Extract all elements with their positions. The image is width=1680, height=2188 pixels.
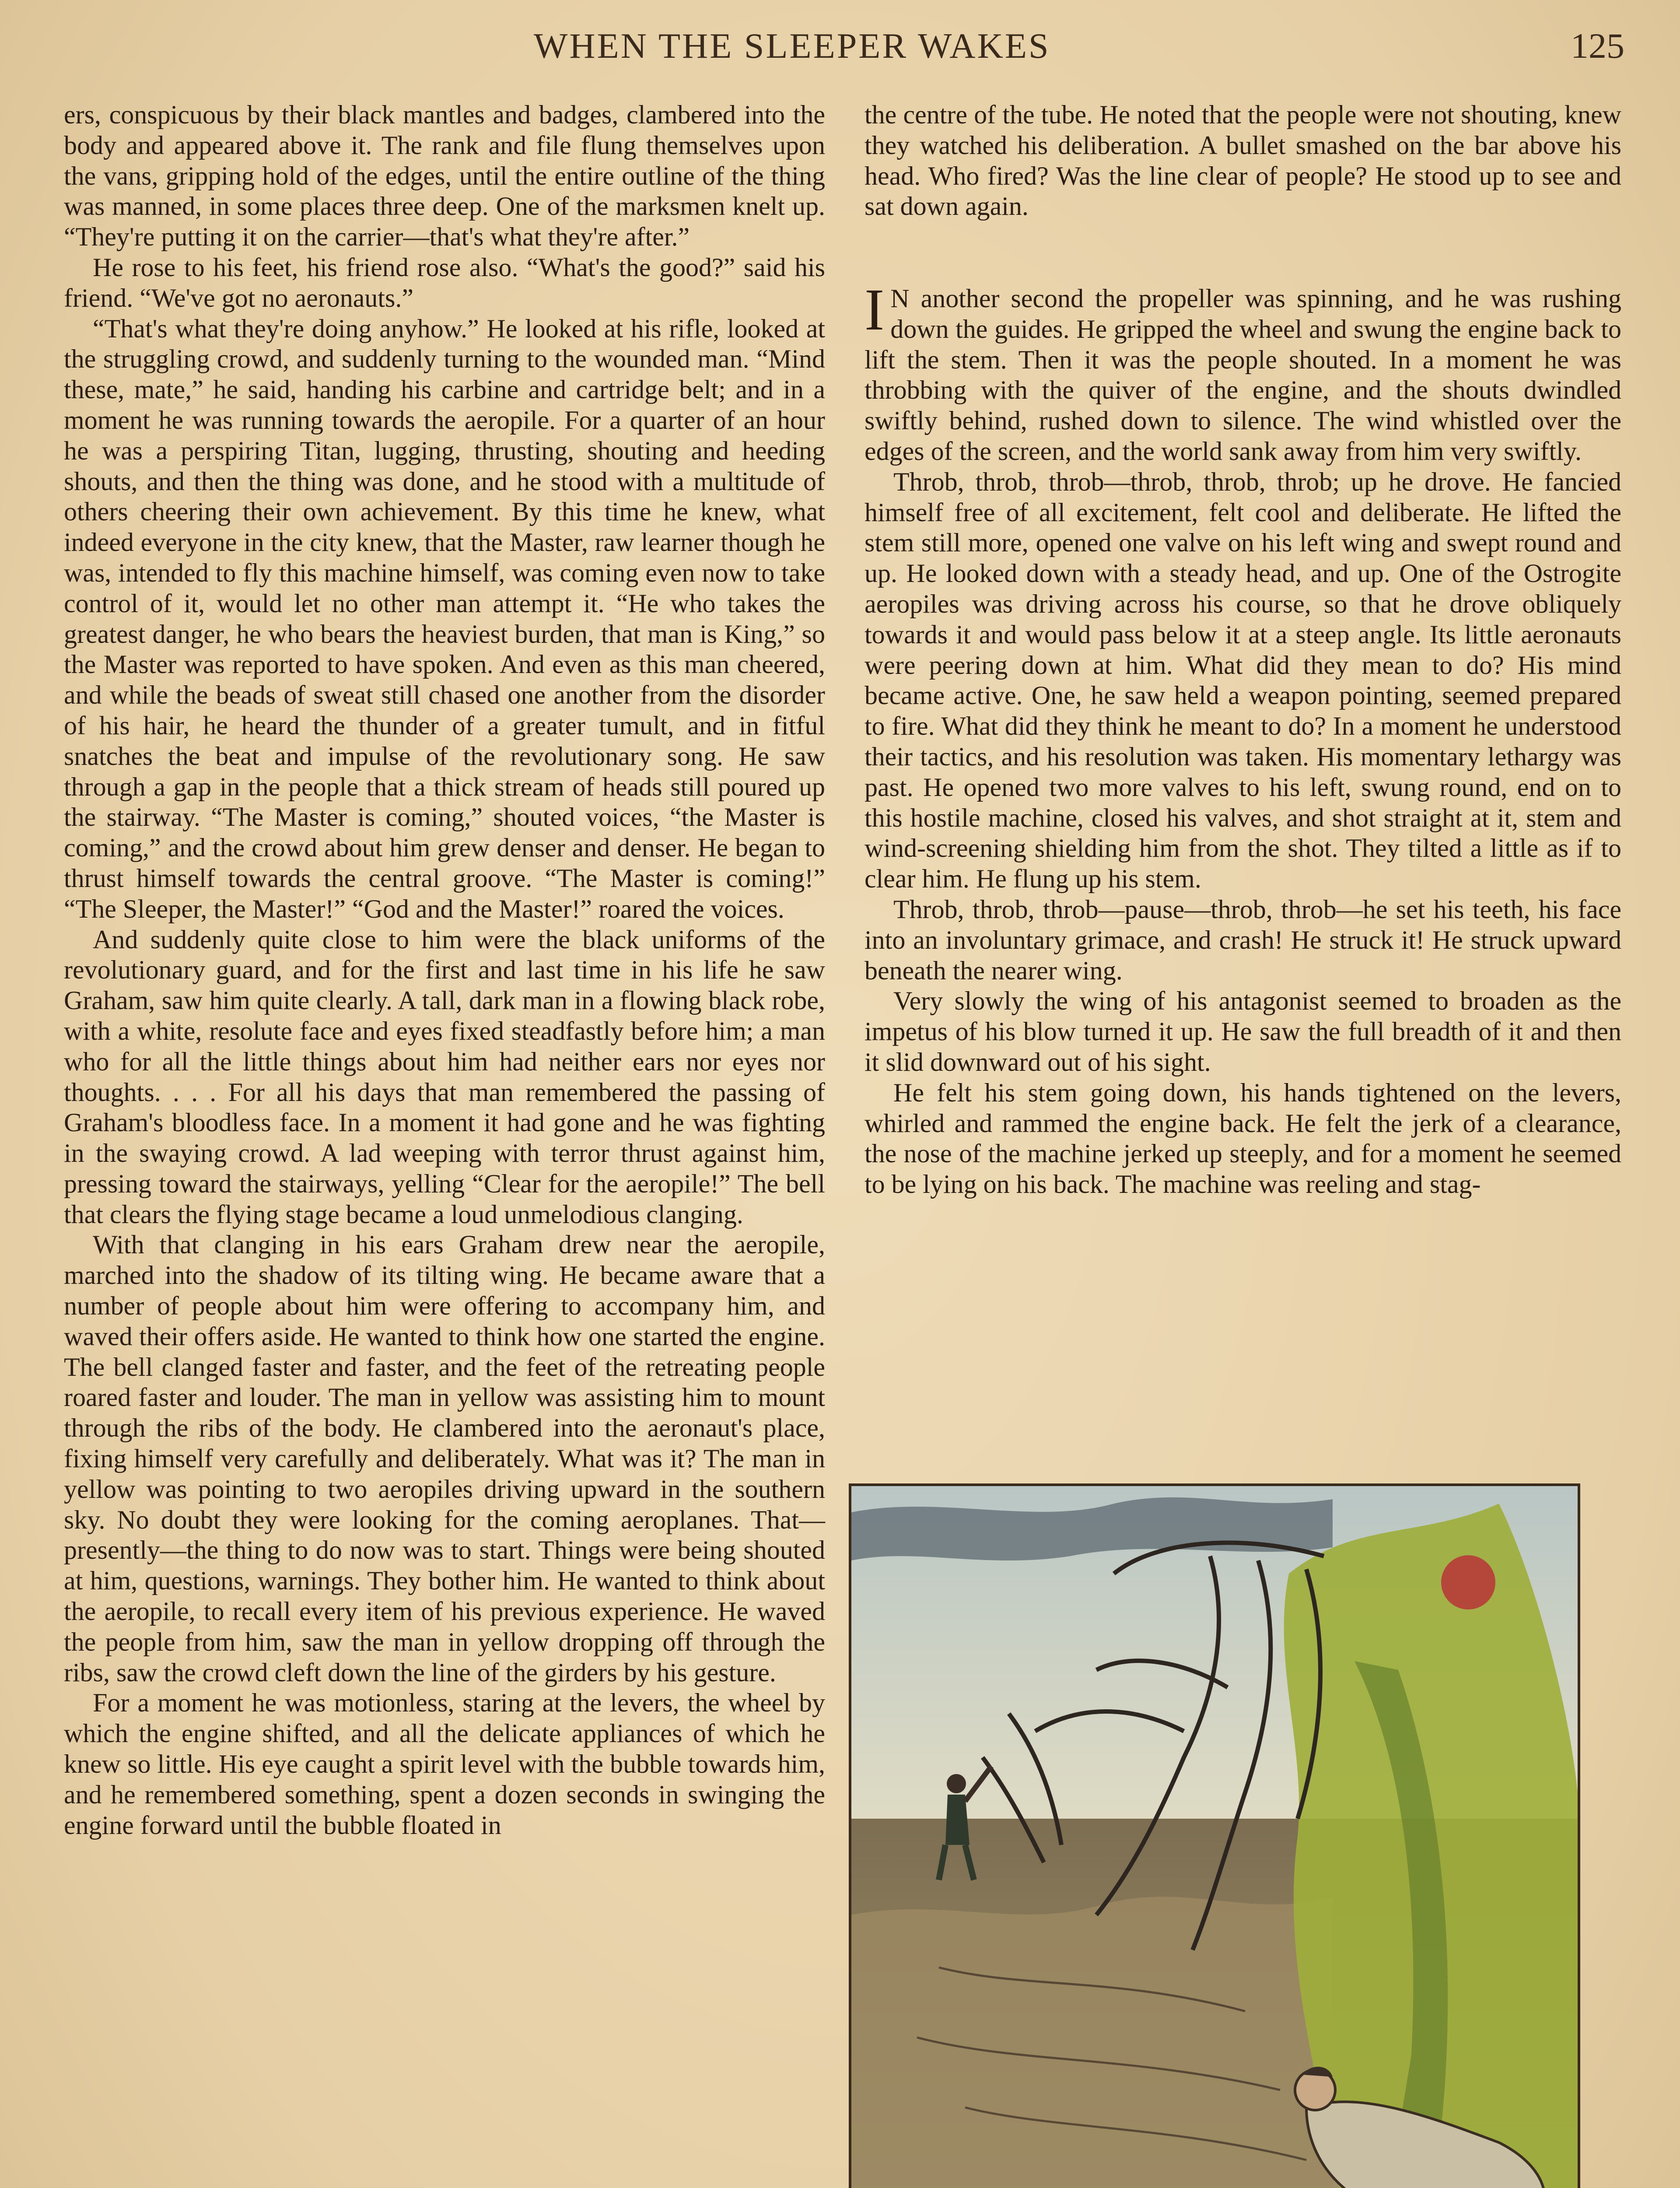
- rubble: [851, 1897, 1333, 2188]
- illustration-aeropile-crash: [849, 1483, 1580, 2188]
- paragraph: With that clanging in his ears Graham drew near the aeropile, marched into the shadow of its tilting wing. He became aware that a number of people about him were offering to accompany him, and waved their offers aside. He wanted to think how one started the engine. The bell clanged faster and faster, and the feet of the retreating people roared faster and louder. The man in yellow was assisting him to mount through the ribs of the body. He clambered into the aeronaut's place, fixing himself very carefully and deliberately. What was it? The man in yellow was pointing to two aeropiles driving upward in the southern sky. No doubt they were looking for the coming aeroplanes. That—presently—the thing to do now was to start. Things were being shouted at him, questions, warnings. They bother him. He wanted to think about the aeropile, to recall every item of his previous experience. He waved the people from him, saw the man in yellow dropping off through the ribs, saw the crowd cleft down the line of the girders by his gesture.: [64, 1230, 825, 1687]
- drop-cap: I: [864, 277, 885, 343]
- left-column: [64, 100, 825, 1841]
- right-column-intro: [864, 100, 1621, 222]
- running-title: WHEN THE SLEEPER WAKES: [534, 26, 1050, 66]
- paragraph: He rose to his feet, his friend rose also. “What's the good?” said his friend. “We've got no aeronauts.”: [64, 252, 825, 312]
- paragraph: Throb, throb, throb—pause—throb, throb—he set his teeth, his face into an involuntary grimace, and crash! He struck it! He struck upward beneath the nearer wing.: [864, 894, 1621, 985]
- section-opening: [864, 277, 1621, 467]
- paragraph: Throb, throb, throb—throb, throb, throb; up he drove. He fancied himself free of all excitement, felt cool and deliberate. He lifted the stem still more, opened one valve on his left wing and swept round and up. He looked down with a steady head, and up. One of the Ostrogite aeropiles was driving across his course, so that he drove obliquely towards it and would pass below it at a steep angle. Its little aeronauts were peering down at him. What did they mean to do? His mind became active. One, he saw held a weapon pointing, seemed prepared to fire. What did they think he meant to do? In a moment he understood their tactics, and his resolution was taken. His momentary lethargy was past. He opened two more valves to his left, swung round, end on to this hostile machine, closed his valves, and shot straight at it, stem and wind-screening shielding him from the shot. They tilted a little as if to clear him. He flung up his stem.: [864, 467, 1621, 894]
- paragraph: “That's what they're doing anyhow.” He looked at his rifle, looked at the struggling crowd, and suddenly turning to the wounded man. “Mind these, mate,” he said, handing his carbine and cartridge belt; and in a moment he was running towards the aeropile. For a quarter of an hour he was a perspiring Titan, lugging, thrusting, shouting and heeding shouts, and then the thing was done, and he stood with a multitude of others cheering their own achievement. By this time he knew, what indeed everyone in the city knew, that the Master, raw learner though he was, intended to fly this machine himself, was coming even now to take control of it, would let no other man attempt it. “He who takes the greatest danger, he who bears the heaviest burden, that man is King,” so the Master was reported to have spoken. And even as this man cheered, and while the beads of sweat still chased one another from the disorder of his hair, he heard the thunder of a greater tumult, and in fitful snatches the beat and impulse of the revolutionary song. He saw through a gap in the people that a thick stream of heads still poured up the stairway. “The Master is coming,” shouted voices, “the Master is coming,” and the crowd about him grew denser and denser. He began to thrust himself towards the central groove. “The Master is coming!” “The Sleeper, the Master!” “God and the Master!” roared the voices.: [64, 314, 825, 923]
- paragraph: He felt his stem going down, his hands tightened on the levers, whirled and rammed the engine back. He felt the jerk of a clearance, the nose of the machine jerked up steeply, and for a moment he seemed to be lying on his back. The machine was reeling and stag-: [864, 1078, 1621, 1199]
- illustration-art: [851, 1486, 1578, 2188]
- red-sun: [1441, 1555, 1495, 1609]
- paragraph: the centre of the tube. He noted that the people were not shouting, knew they watched his deliberation. A bullet smashed on the bar above his head. Who fired? Was the line clear of people? He stood up to see and sat down again.: [864, 100, 1621, 221]
- right-column-section: [864, 277, 1621, 1200]
- paragraph: ers, conspicuous by their black mantles and badges, clambered into the body and appeared above it. The rank and file flung themselves upon the vans, gripping hold of the edges, until the entire outline of the thing was manned, in some places three deep. One of the marksmen knelt up. “They're putting it on the carrier—that's what they're after.”: [64, 100, 825, 252]
- section-opening-text: N another second the propeller was spinning, and he was rushing down the guides. He gripped the wheel and swung the engine back to lift the stem. Then it was the people shouted. In a moment he was throbbing with the quiver of the engine, and the shouts dwindled swiftly behind, rushed down to silence. The wind whistled over the edges of the screen, and the world sank away from him very swiftly.: [864, 284, 1621, 466]
- paragraph: Very slowly the wing of his antagonist seemed to broaden as the impetus of his blow turned it up. He saw the full breadth of it and then it slid downward out of his sight.: [864, 986, 1621, 1076]
- paragraph: For a moment he was motionless, staring at the levers, the wheel by which the engine shifted, and all the delicate appliances of which he knew so little. His eye caught a spirit level with the bubble towards him, and he remembered something, spent a dozen seconds in swinging the engine forward until the bubble floated in: [64, 1688, 825, 1840]
- paragraph: And suddenly quite close to him were the black uniforms of the revolutionary guard, and for the first and last time in his life he saw Graham, saw him quite clearly. A tall, dark man in a flowing black robe, with a white, resolute face and eyes fixed steadfastly before him; a man who for all the little things about him had neither ears nor eyes nor thoughts. . . . For all his days that man remembered the passing of Graham's bloodless face. In a moment it had gone and he was fighting in the swaying crowd. A lad weeping with terror thrust against him, pressing toward the stairways, yelling “Clear for the aeropile!” The bell that clears the flying stage became a loud unmelodious clanging.: [64, 925, 825, 1229]
- page-number: 125: [1571, 26, 1624, 66]
